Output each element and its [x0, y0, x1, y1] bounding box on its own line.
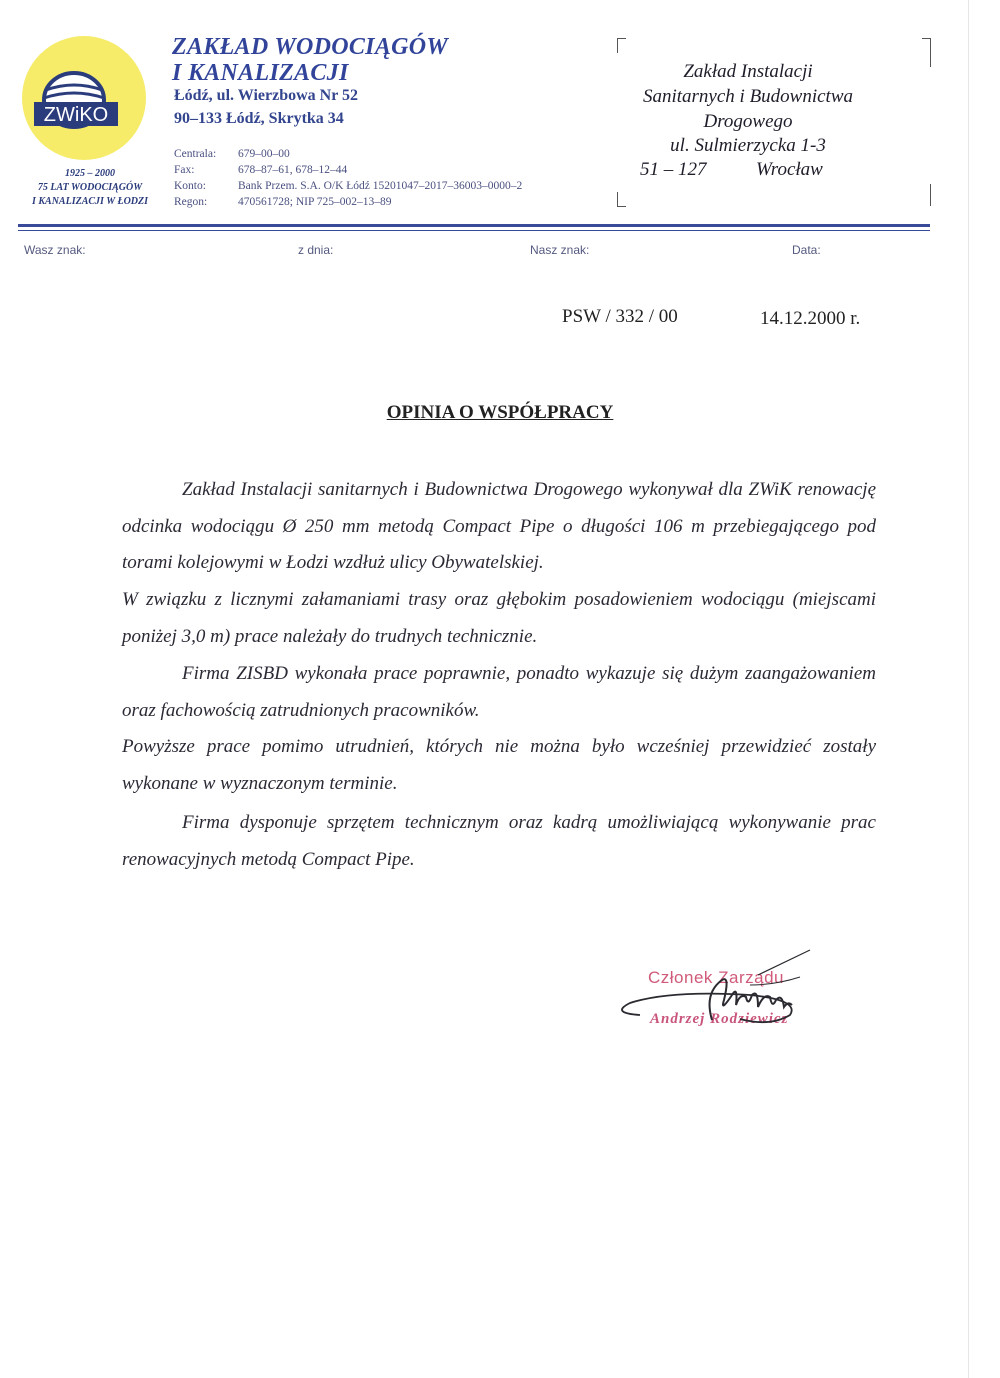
- recipient-city: Wrocław: [756, 159, 823, 180]
- header-divider: [18, 224, 930, 227]
- handwritten-signature: [600, 945, 840, 1045]
- body-paragraph: Firma ZISBD wykonała prace poprawnie, ponadto wykazuje się dużym zaangażowaniem oraz fachowością zatrudnionych pracowników.: [122, 663, 876, 721]
- document-title-text: OPINIA O WSPÓŁPRACY: [386, 402, 614, 423]
- company-address-line2: 90–133 Łódź, Skrytka 34: [174, 110, 344, 127]
- body-paragraph: Powyższe prace pomimo utrudnień, których nie można było wcześniej przewidzieć zostały wykonane w wyznaczonym terminie.: [122, 736, 876, 794]
- company-name-line1: ZAKŁAD WODOCIĄGÓW: [172, 34, 449, 60]
- recipient-line: Drogowego: [703, 111, 793, 132]
- contact-label: Regon:: [174, 196, 208, 208]
- address-bracket: [617, 38, 626, 53]
- recipient-line: Sanitarnych i Budownictwa: [642, 86, 854, 107]
- your-ref-label: Wasz znak:: [24, 243, 86, 257]
- logo-anniversary-line2: I KANALIZACJI W ŁODZI: [31, 196, 149, 207]
- logo-anniversary-line1: 75 LAT WODOCIĄGÓW: [37, 182, 143, 193]
- body-paragraph: Firma dysponuje sprzętem technicznym oraz kadrą umożliwiającą wykonywanie prac renowacyjnych metodą Compact Pipe.: [122, 812, 876, 870]
- address-bracket: [922, 184, 931, 206]
- logo-years: 1925 – 2000: [65, 168, 115, 179]
- our-ref-label: Nasz znak:: [530, 243, 590, 257]
- recipient-line: Zakład Instalacji: [683, 61, 813, 82]
- from-date-label: z dnia:: [298, 243, 334, 257]
- body-paragraph: Zakład Instalacji sanitarnych i Budownictwa Drogowego wykonywał dla ZWiK renowację odcinka wodociągu Ø 250 mm metodą Compact Pipe o długości 106 m przebiegającego pod torami kolejowymi w Łodzi wzdłuż ulicy Obywatelskiej.: [122, 479, 876, 573]
- company-name-line2: I KANALIZACJI: [172, 60, 349, 86]
- signatory-role-stamp: Członek Zarządu: [648, 968, 785, 987]
- body-paragraph: W związku z licznymi załamaniami trasy oraz głębokim posadowieniem wodociągu (miejscami poniżej 3,0 m) prace należały do trudnych technicznie.: [122, 589, 876, 647]
- contact-label: Centrala:: [174, 148, 217, 160]
- header-divider-thin: [18, 230, 930, 231]
- contact-label: Konto:: [174, 180, 206, 192]
- page-edge: [968, 0, 969, 1378]
- contact-label: Fax:: [174, 164, 195, 176]
- document-title: [0, 402, 1000, 424]
- logo-text: ZWiKO: [43, 104, 109, 126]
- recipient-postal-code: 51 – 127: [640, 159, 707, 180]
- zwiko-logo: [28, 70, 124, 134]
- contact-value: 679–00–00: [238, 148, 290, 160]
- signatory-name-stamp: Andrzej Rodziewicz: [650, 1011, 789, 1027]
- company-address-line1: Łódź, ul. Wierzbowa Nr 52: [174, 87, 359, 104]
- address-bracket: [617, 192, 626, 207]
- document-date: 14.12.2000 r.: [760, 308, 861, 329]
- date-label: Data:: [792, 243, 821, 257]
- contact-value: 678–87–61, 678–12–44: [238, 164, 348, 176]
- document-ref-number: PSW / 332 / 00: [562, 306, 678, 327]
- contact-value: Bank Przem. S.A. O/K Łódź 15201047–2017–36003–0000–2: [238, 180, 523, 192]
- address-bracket: [922, 38, 931, 67]
- recipient-street: ul. Sulmierzycka 1-3: [670, 135, 826, 156]
- contact-value: 470561728; NIP 725–002–13–89: [238, 196, 392, 208]
